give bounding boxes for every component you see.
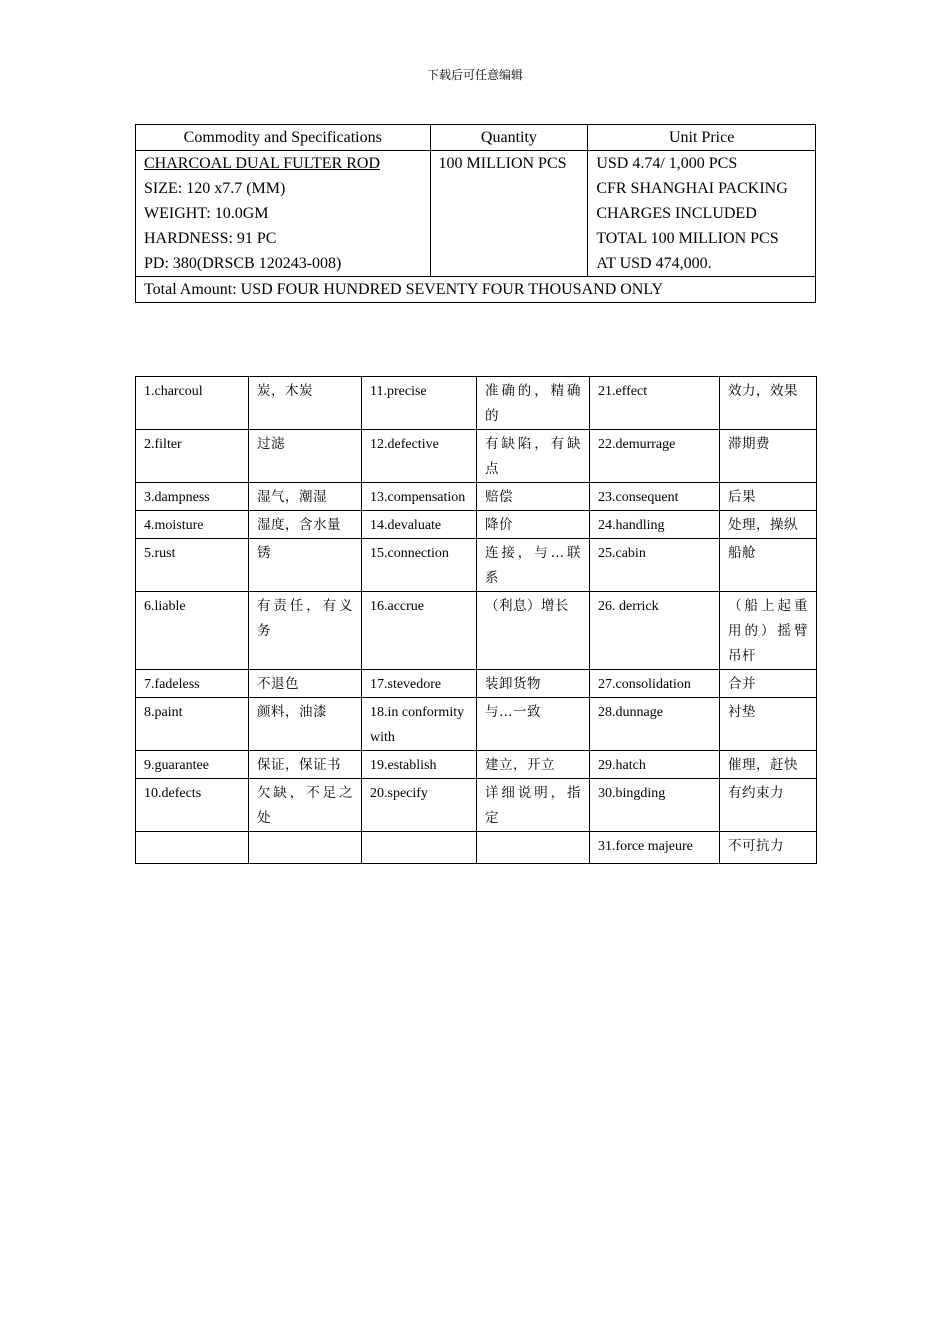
vocab-term: 20.specify <box>362 779 477 832</box>
unit-price-line: TOTAL 100 MILLION PCS <box>596 230 779 247</box>
vocab-translation: 连接，与…联系 <box>477 539 590 592</box>
vocab-term: 29.hatch <box>590 751 720 779</box>
header-unit-price: Unit Price <box>588 125 816 151</box>
vocab-term: 7.fadeless <box>136 670 249 698</box>
vocab-translation: 后果 <box>720 483 817 511</box>
header-commodity: Commodity and Specifications <box>136 125 431 151</box>
vocab-term <box>362 832 477 864</box>
vocab-row <box>136 511 817 539</box>
vocab-translation: 锈 <box>249 539 362 592</box>
vocab-translation: 不退色 <box>249 670 362 698</box>
vocab-translation: （船上起重用的）摇臂吊杆 <box>720 592 817 670</box>
vocab-row <box>136 779 817 832</box>
total-amount: Total Amount: USD FOUR HUNDRED SEVENTY FOUR THOUSAND ONLY <box>136 277 816 303</box>
vocab-term: 10.defects <box>136 779 249 832</box>
commodity-name: CHARCOAL DUAL FULTER ROD <box>144 155 381 172</box>
total-row <box>136 277 816 303</box>
vocab-translation: （利息）增长 <box>477 592 590 670</box>
vocab-term: 12.defective <box>362 430 477 483</box>
header-quantity: Quantity <box>430 125 588 151</box>
vocab-term: 4.moisture <box>136 511 249 539</box>
vocab-row <box>136 698 817 751</box>
unit-price-line: CFR SHANGHAI PACKING <box>596 180 788 197</box>
vocab-term: 9.guarantee <box>136 751 249 779</box>
commodity-size: SIZE: 120 x7.7 (MM) <box>144 180 286 197</box>
vocab-translation: 合并 <box>720 670 817 698</box>
vocab-term: 2.filter <box>136 430 249 483</box>
vocab-translation: 有缺陷，有缺点 <box>477 430 590 483</box>
vocab-term: 28.dunnage <box>590 698 720 751</box>
vocab-translation: 保证，保证书 <box>249 751 362 779</box>
vocab-term: 11.precise <box>362 377 477 430</box>
vocab-translation: 催理，赶快 <box>720 751 817 779</box>
vocab-term: 26. derrick <box>590 592 720 670</box>
vocabulary-table <box>135 376 817 864</box>
vocab-translation: 装卸货物 <box>477 670 590 698</box>
vocab-term: 24.handling <box>590 511 720 539</box>
vocab-translation: 降价 <box>477 511 590 539</box>
commodity-weight: WEIGHT: 10.0GM <box>144 205 269 222</box>
unit-price-line: AT USD 474,000. <box>596 255 712 272</box>
vocab-translation: 效力，效果 <box>720 377 817 430</box>
vocab-term: 21.effect <box>590 377 720 430</box>
vocab-translation: 过滤 <box>249 430 362 483</box>
vocab-translation: 不可抗力 <box>720 832 817 864</box>
commodity-pd: PD: 380(DRSCB 120243-008) <box>144 255 342 272</box>
vocab-term: 16.accrue <box>362 592 477 670</box>
vocab-translation: 湿气，潮湿 <box>249 483 362 511</box>
vocab-term: 23.consequent <box>590 483 720 511</box>
vocab-translation: 建立，开立 <box>477 751 590 779</box>
vocab-translation <box>477 832 590 864</box>
vocab-row <box>136 377 817 430</box>
vocab-translation: 欠缺，不足之处 <box>249 779 362 832</box>
vocab-term: 30.bingding <box>590 779 720 832</box>
unit-price-cell <box>588 151 816 277</box>
vocab-row <box>136 751 817 779</box>
vocab-row <box>136 670 817 698</box>
commodity-hardness: HARDNESS: 91 PC <box>144 230 277 247</box>
vocab-translation: 有责任，有义务 <box>249 592 362 670</box>
vocab-term: 13.compensation <box>362 483 477 511</box>
vocab-row <box>136 483 817 511</box>
vocab-term: 18.in conformity with <box>362 698 477 751</box>
vocab-translation: 与…一致 <box>477 698 590 751</box>
commodity-cell <box>136 151 431 277</box>
vocab-translation: 滞期费 <box>720 430 817 483</box>
header-note: 下载后可任意编辑 <box>426 68 523 82</box>
vocab-translation: 赔偿 <box>477 483 590 511</box>
vocab-term: 3.dampness <box>136 483 249 511</box>
vocab-term: 27.consolidation <box>590 670 720 698</box>
unit-price-line: USD 4.74/ 1,000 PCS <box>596 155 738 172</box>
commodity-spec-table <box>135 124 816 303</box>
vocab-translation: 详细说明，指定 <box>477 779 590 832</box>
vocab-row <box>136 430 817 483</box>
quantity-cell: 100 MILLION PCS <box>430 151 588 277</box>
vocab-row <box>136 592 817 670</box>
spec-header-row <box>136 125 816 151</box>
vocab-translation: 有约束力 <box>720 779 817 832</box>
spec-body-row <box>136 151 816 277</box>
vocab-translation <box>249 832 362 864</box>
vocab-translation: 衬垫 <box>720 698 817 751</box>
vocab-term: 19.establish <box>362 751 477 779</box>
vocab-term: 8.paint <box>136 698 249 751</box>
vocab-translation: 船舱 <box>720 539 817 592</box>
vocab-term <box>136 832 249 864</box>
vocab-translation: 炭，木炭 <box>249 377 362 430</box>
vocab-term: 17.stevedore <box>362 670 477 698</box>
vocab-term: 14.devaluate <box>362 511 477 539</box>
vocab-translation: 处理，操纵 <box>720 511 817 539</box>
vocab-term: 31.force majeure <box>590 832 720 864</box>
vocab-term: 6.liable <box>136 592 249 670</box>
vocab-term: 22.demurrage <box>590 430 720 483</box>
vocab-row <box>136 832 817 864</box>
unit-price-line: CHARGES INCLUDED <box>596 205 757 222</box>
vocab-term: 15.connection <box>362 539 477 592</box>
vocab-term: 1.charcoul <box>136 377 249 430</box>
vocab-term: 5.rust <box>136 539 249 592</box>
vocab-translation: 湿度，含水量 <box>249 511 362 539</box>
vocab-translation: 颜料，油漆 <box>249 698 362 751</box>
vocab-term: 25.cabin <box>590 539 720 592</box>
vocab-translation: 准确的，精确的 <box>477 377 590 430</box>
vocab-row <box>136 539 817 592</box>
